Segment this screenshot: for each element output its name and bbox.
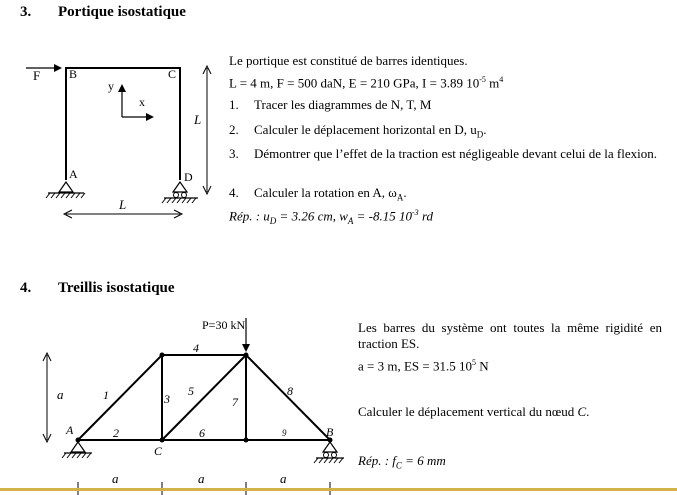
truss-dimension-bottom-label-3: a — [280, 471, 287, 486]
truss-dimension-height — [43, 353, 51, 442]
portique-frame — [66, 68, 180, 180]
truss-node-a-label: A — [66, 423, 74, 437]
bar-label-6: 6 — [199, 426, 205, 440]
y-axis-arrowhead — [118, 84, 126, 92]
item-2-number: 2. — [229, 122, 239, 137]
dimension-width-label: L — [119, 197, 127, 212]
item-4-number: 4. — [229, 185, 239, 200]
truss-node-b-label: B — [326, 425, 334, 439]
load-label: P=30 kN — [202, 318, 246, 332]
footer-rule — [0, 488, 677, 491]
section-4-intro: Les barres du système ont toutes la même rigidité en traction ES. — [358, 320, 662, 351]
truss-support-b — [314, 442, 344, 463]
bar-label-4: 4 — [193, 341, 199, 355]
section-3-intro: Le portique est constitué de barres identiques. — [229, 53, 468, 68]
force-label: F — [33, 68, 41, 83]
bar-label-9: 9 — [282, 428, 287, 438]
dimension-height — [203, 66, 211, 194]
item-3-text: Démontrer que l’effet de la traction est négligeable devant celui de la flexion. — [254, 146, 657, 161]
item-1-number: 1. — [229, 97, 239, 112]
section-3-number: 3. — [20, 4, 32, 20]
node-c-label: C — [168, 67, 177, 81]
bar-label-5: 5 — [188, 384, 194, 398]
item-3-number: 3. — [229, 146, 239, 161]
support-d — [162, 182, 198, 203]
bar-label-3: 3 — [164, 392, 170, 406]
truss-support-a — [62, 442, 92, 458]
truss-dimension-height-label: a — [57, 387, 64, 402]
section-4-question: Calculer le déplacement vertical du nœud C. — [358, 404, 590, 419]
node-b-label: B — [69, 67, 78, 81]
section-3-params: L = 4 m, F = 500 daN, E = 210 GPa, I = 3.89 $10^{-5}$ $m^4$ — [229, 75, 504, 91]
truss-dimension-bottom-label-2: a — [198, 471, 205, 486]
force-arrowhead — [54, 64, 62, 72]
section-4-params: a = 3 m, ES = 31.5 $10^5$ N — [358, 358, 489, 374]
item-4-text: Calculer la rotation en A, $\omega_A$. — [254, 185, 407, 203]
section-4-title: Treillis isostatique — [58, 280, 175, 296]
section-3-answer: Rép. : $u_D = 3.26$ cm, $w_A = -8.15$ $10^{-3}$ rd — [229, 208, 434, 226]
truss-node-c-label: C — [154, 444, 163, 458]
load-arrowhead — [242, 344, 250, 352]
x-axis-label: x — [139, 95, 145, 109]
section-3-title: Portique isostatique — [58, 4, 186, 20]
node-d-label: D — [184, 170, 193, 184]
y-axis-label: y — [108, 79, 114, 93]
truss-dimension-bottom-label-1: a — [112, 471, 119, 486]
bar-label-1: 1 — [103, 388, 109, 402]
section-4-number: 4. — [20, 280, 32, 296]
bar-label-7: 7 — [232, 395, 238, 409]
item-1-text: Tracer les diagrammes de N, T, M — [254, 97, 432, 112]
item-2-text: Calculer le déplacement horizontal en D, $u_D$. — [254, 122, 487, 140]
support-a — [46, 182, 85, 198]
dimension-height-label: L — [194, 112, 202, 127]
x-axis-arrowhead — [146, 113, 154, 121]
node-a-label: A — [69, 167, 78, 181]
bar-label-2: 2 — [113, 426, 119, 440]
bar-label-8: 8 — [287, 384, 293, 398]
section-4-answer: Rép. : $f_C = 6$ mm — [358, 453, 446, 471]
